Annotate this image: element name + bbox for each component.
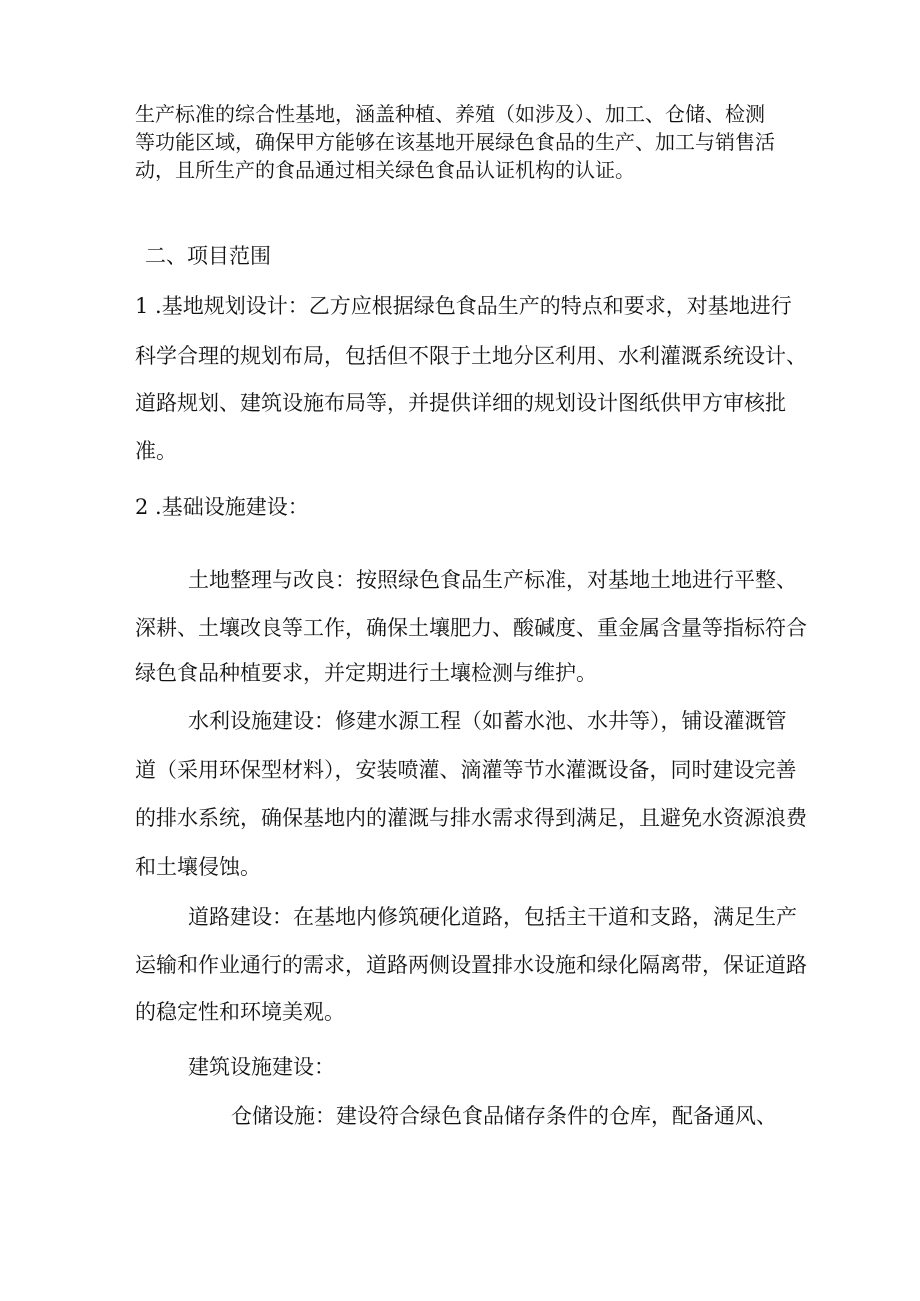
road-line-3: 的稳定性和环境美观。	[135, 1000, 345, 1024]
storage-line: 仓储设施：建设符合绿色食品储存条件的仓库，配备通风、	[231, 1104, 777, 1128]
water-line-2: 道（采用环保型材料），安装喷灌、滴灌等节水灌溉设备，同时建设完善	[135, 758, 797, 782]
item1-line-4: 准。	[135, 439, 177, 463]
intro-line-2: 等功能区域，确保甲方能够在该基地开展绿色食品的生产、加工与销售活	[135, 130, 775, 154]
land-line-2: 深耕、土壤改良等工作，确保土壤肥力、酸碱度、重金属含量等指标符合	[135, 616, 807, 640]
section-heading: 二、项目范围	[145, 244, 271, 268]
water-line-1: 水利设施建设：修建水源工程（如蓄水池、水井等），铺设灌溉管	[188, 709, 787, 733]
water-line-4: 和土壤侵蚀。	[135, 855, 261, 879]
item1-line-2: 科学合理的规划布局，包括但不限于土地分区利用、水利灌溉系统设计、	[135, 344, 807, 368]
intro-line-3: 动，且所生产的食品通过相关绿色食品认证机构的认证。	[135, 158, 635, 182]
item1-line-3: 道路规划、建筑设施布局等，并提供详细的规划设计图纸供甲方审核批	[135, 391, 786, 415]
land-line-3: 绿色食品种植要求，并定期进行土壤检测与维护。	[135, 661, 597, 685]
intro-line-1: 生产标准的综合性基地，涵盖种植、养殖（如涉及）、加工、仓储、检测	[135, 102, 765, 126]
water-line-3: 的排水系统，确保基地内的灌溉与排水需求得到满足，且避免水资源浪费	[135, 806, 807, 830]
item2-heading: 2 .基础设施建设：	[135, 495, 309, 519]
land-line-1: 土地整理与改良：按照绿色食品生产标准，对基地土地进行平整、	[188, 568, 797, 592]
building-heading: 建筑设施建设：	[188, 1055, 335, 1079]
road-line-2: 运输和作业通行的需求，道路两侧设置排水设施和绿化隔离带，保证道路	[135, 953, 807, 977]
item1-line-1: 1 .基地规划设计：乙方应根据绿色食品生产的特点和要求，对基地进行	[135, 294, 792, 318]
road-line-1: 道路建设：在基地内修筑硬化道路，包括主干道和支路，满足生产	[188, 905, 797, 929]
